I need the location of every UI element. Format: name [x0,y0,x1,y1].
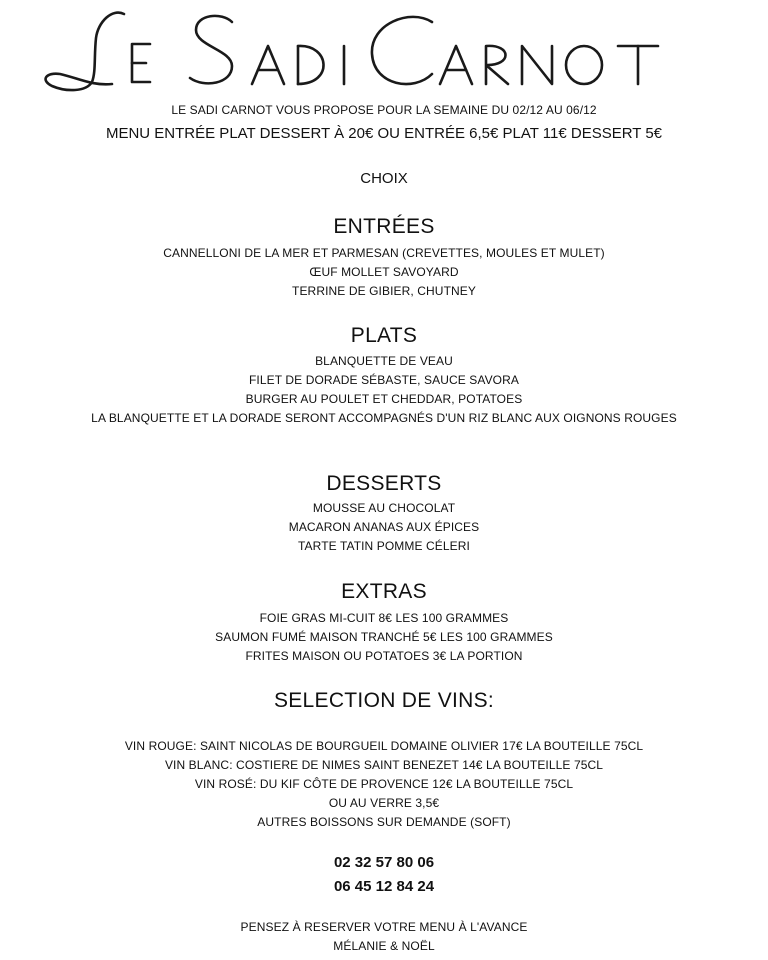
extra-item: FRITES MAISON OU POTATOES 3€ LA PORTION [245,649,523,663]
extras-heading: EXTRAS [341,580,427,603]
entree-item: CANNELLONI DE LA MER ET PARMESAN (CREVETTES, MOULES ET MULET) [163,246,605,260]
plats-heading: PLATS [350,324,418,347]
plat-item: BLANQUETTE DE VEAU [315,354,453,368]
plat-item: BURGER AU POULET ET CHEDDAR, POTATOES [245,392,523,406]
entrees-heading: ENTRÉES [333,215,435,238]
choix-label: CHOIX [360,170,408,187]
logo-lettering [0,0,768,100]
vin-item: VIN ROUGE: SAINT NICOLAS DE BOURGUEIL DOMAINE OLIVIER 17€ LA BOUTEILLE 75CL [124,739,644,753]
restaurant-logo [0,0,768,100]
plat-note: LA BLANQUETTE ET LA DORADE SERONT ACCOMPAGNÉS D'UN RIZ BLANC AUX OIGNONS ROUGES [91,411,677,425]
phone-number: 02 32 57 80 06 [333,854,435,871]
phone-number: 06 45 12 84 24 [333,878,435,895]
plat-item: FILET DE DORADE SÉBASTE, SAUCE SAVORA [249,373,519,387]
extra-item: SAUMON FUMÉ MAISON TRANCHÉ 5€ LES 100 GRAMMES [215,630,553,644]
dessert-item: TARTE TATIN POMME CÉLERI [298,539,470,553]
intro-week-text: LE SADI CARNOT VOUS PROPOSE POUR LA SEMAINE DU 02/12 AU 06/12 [171,103,597,117]
footer-reservation-note: PENSEZ À RESERVER VOTRE MENU À L'AVANCE [240,920,528,934]
vin-item: VIN ROSÉ: DU KIF CÔTE DE PROVENCE 12€ LA BOUTEILLE 75CL [194,777,574,791]
vin-item: AUTRES BOISSONS SUR DEMANDE (SOFT) [257,815,511,829]
dessert-item: MOUSSE AU CHOCOLAT [312,501,456,515]
entree-item: ŒUF MOLLET SAVOYARD [309,265,459,279]
vin-item: VIN BLANC: COSTIERE DE NIMES SAINT BENEZET 14€ LA BOUTEILLE 75CL [164,758,604,772]
footer-signature: MÉLANIE & NOËL [333,939,435,953]
entree-item: TERRINE DE GIBIER, CHUTNEY [292,284,476,298]
dessert-item: MACARON ANANAS AUX ÉPICES [288,520,480,534]
extra-item: FOIE GRAS MI-CUIT 8€ LES 100 GRAMMES [259,611,509,625]
desserts-heading: DESSERTS [326,472,442,495]
intro-menu-prices: MENU ENTRÉE PLAT DESSERT À 20€ OU ENTRÉE 6,5€ PLAT 11€ DESSERT 5€ [105,125,663,142]
vins-heading: SELECTION DE VINS: [273,689,495,712]
vin-item: OU AU VERRE 3,5€ [328,796,440,810]
